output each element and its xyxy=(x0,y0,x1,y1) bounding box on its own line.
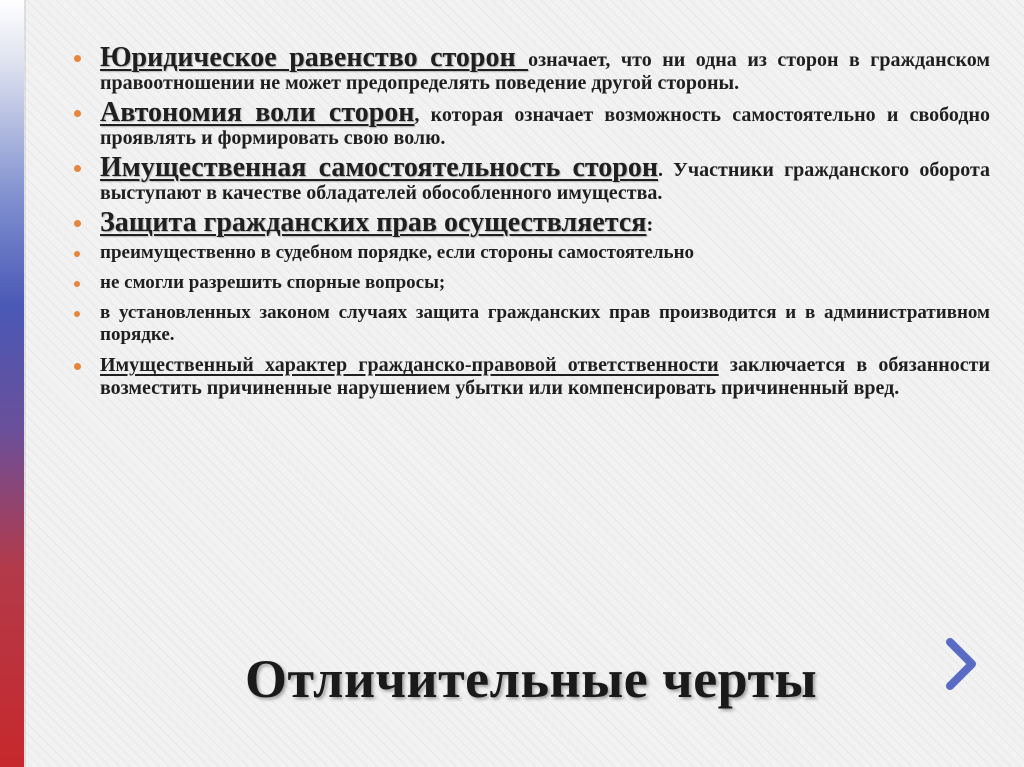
item-text: : xyxy=(646,212,654,236)
bullet-dot-icon xyxy=(74,220,81,227)
list-item-protection xyxy=(70,207,990,238)
bullet-dot-icon xyxy=(74,251,80,257)
list-item-legal-equality xyxy=(70,42,991,95)
item-text: заключается в обязанности возместить причиненные нарушением убытки или компенсировать причиненный вред. xyxy=(100,354,991,399)
term-property-independence: Имущественная самостоятельность сторон xyxy=(100,152,658,183)
bullet-dot-icon xyxy=(74,110,81,117)
bullet-list xyxy=(70,42,991,406)
term-legal-equality: Юридическое равенство сторон xyxy=(100,42,529,73)
list-item-autonomy xyxy=(70,97,990,150)
term-protection: Защита гражданских прав осуществляется xyxy=(100,207,647,238)
bullet-dot-icon xyxy=(74,165,81,172)
item-text: . Участники гражданского оборота выступают в качестве обладателей обособленного имущества. xyxy=(100,159,991,204)
list-item-disputes xyxy=(70,272,990,294)
item-text: означает, что ни одна из сторон в гражданском правоотношении не может предопределять поведение другой стороны. xyxy=(100,49,991,94)
list-item-liability xyxy=(70,354,990,400)
decorative-side-band xyxy=(0,0,24,767)
list-item-administrative xyxy=(70,302,990,346)
bullet-dot-icon xyxy=(74,55,81,62)
list-item-judicial xyxy=(70,242,990,264)
term-liability: Имущественный характер гражданско-правовой ответственности xyxy=(100,354,719,376)
slide-title: Отличительные черты xyxy=(245,649,818,709)
item-text: не смогли разрешить спорные вопросы; xyxy=(100,272,446,293)
side-band-edge xyxy=(24,0,26,767)
item-text: в установленных законом случаях защита гражданских прав производится и в административном порядке. xyxy=(100,302,990,345)
item-text: преимущественно в судебном порядке, если стороны самостоятельно xyxy=(100,242,695,263)
term-autonomy: Автономия воли сторон xyxy=(100,97,415,128)
bullet-dot-icon xyxy=(74,311,80,317)
bullet-dot-icon xyxy=(74,363,81,370)
list-item-property-independence xyxy=(70,152,991,205)
chevron-right-icon[interactable] xyxy=(944,636,980,692)
bullet-dot-icon xyxy=(74,281,80,287)
item-text: , которая означает возможность самостоятельно и свободно проявлять и формировать свою волю. xyxy=(100,104,990,149)
